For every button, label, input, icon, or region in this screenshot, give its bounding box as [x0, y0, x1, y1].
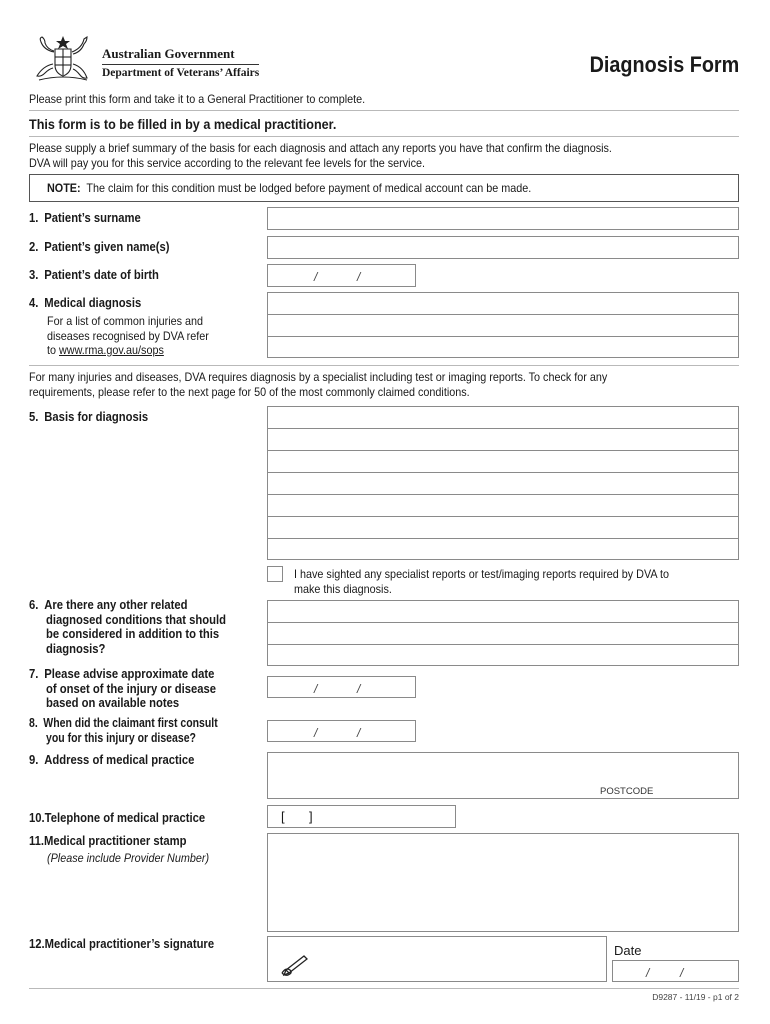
- area-code-open: [: [281, 809, 285, 824]
- q10-label: 10.Telephone of medical practice: [29, 811, 206, 825]
- postcode-label: POSTCODE: [600, 786, 654, 797]
- q9-label: 9. Address of medical practice: [29, 753, 195, 767]
- q4-help-text: For a list of common injuries and diseases recognised by DVA refer to www.rma.gov.au/sops: [47, 314, 209, 357]
- note-label: NOTE:: [47, 181, 81, 195]
- form-code: D9287 - 11/19 - p1 of 2: [652, 992, 739, 1002]
- date-separator: /: [357, 726, 361, 740]
- medical-diagnosis-field[interactable]: [267, 292, 739, 358]
- department-name: Department of Veterans’ Affairs: [102, 67, 260, 79]
- government-name: Australian Government: [102, 46, 235, 61]
- divider: [29, 110, 739, 111]
- q1-label: 1. Patient’s surname: [29, 211, 141, 225]
- onset-date-field[interactable]: [267, 676, 416, 698]
- practitioner-heading: This form is to be filled in by a medical practitioner.: [29, 116, 337, 132]
- practitioner-signature-field[interactable]: [267, 936, 607, 982]
- summary-instruction: Please supply a brief summary of the basis for each diagnosis and attach any reports you have that confirm the diagnosis. DVA will pay you for this service according to the relevant fee levels for the service.: [29, 141, 612, 170]
- basis-for-diagnosis-field[interactable]: [267, 406, 739, 560]
- form-title: Diagnosis Form: [589, 52, 739, 77]
- sighted-reports-checkbox[interactable]: [267, 566, 283, 582]
- q2-label: 2. Patient’s given name(s): [29, 240, 170, 254]
- patient-dob-field[interactable]: [267, 264, 416, 287]
- sops-link[interactable]: www.rma.gov.au/sops: [59, 343, 164, 357]
- date-label: Date: [614, 943, 642, 958]
- practice-address-field[interactable]: [267, 752, 739, 799]
- note-text: The claim for this condition must be lodged before payment of medical account can be made.: [86, 181, 532, 195]
- header-divider: [102, 64, 259, 65]
- related-conditions-field[interactable]: [267, 600, 739, 666]
- specialist-note: For many injuries and diseases, DVA requires diagnosis by a specialist including test or imaging reports. To check for any requirements, please refer to the next page for 50 of the most commonly claimed conditions.: [29, 370, 608, 399]
- date-separator: /: [314, 270, 318, 284]
- date-separator: /: [646, 966, 650, 980]
- q4-label: 4. Medical diagnosis: [29, 296, 142, 310]
- practitioner-stamp-area[interactable]: [267, 833, 739, 932]
- q11-label: 11.Medical practitioner stamp: [29, 834, 187, 848]
- date-separator: /: [314, 726, 318, 740]
- divider: [29, 136, 739, 137]
- q12-label: 12.Medical practitioner’s signature: [29, 937, 215, 951]
- q11-help-text: (Please include Provider Number): [47, 851, 210, 865]
- divider: [29, 365, 739, 366]
- note-box: [29, 174, 739, 202]
- footer-divider: [29, 988, 739, 989]
- q7-label: 7. Please advise approximate date of onset of the injury or disease based on available notes: [29, 667, 217, 710]
- date-separator: /: [357, 270, 361, 284]
- q5-label: 5. Basis for diagnosis: [29, 410, 149, 424]
- signature-pen-icon: [280, 953, 310, 977]
- practice-telephone-field[interactable]: [267, 805, 456, 828]
- area-code-close: ]: [309, 809, 313, 824]
- date-separator: /: [314, 682, 318, 696]
- patient-surname-field[interactable]: [267, 207, 739, 230]
- patient-given-names-field[interactable]: [267, 236, 739, 259]
- q6-label: 6. Are there any other related diagnosed conditions that should be considered in addition to this diagnosis?: [29, 598, 226, 656]
- print-instruction: Please print this form and take it to a General Practitioner to complete.: [29, 92, 366, 106]
- signature-date-field[interactable]: [612, 960, 739, 982]
- first-consult-date-field[interactable]: [267, 720, 416, 742]
- sighted-reports-text: I have sighted any specialist reports or test/imaging reports required by DVA to make this diagnosis.: [294, 567, 669, 596]
- date-separator: /: [680, 966, 684, 980]
- q8-label: 8. When did the claimant first consult you for this injury or disease?: [29, 716, 218, 745]
- date-separator: /: [357, 682, 361, 696]
- coat-of-arms-icon: [29, 34, 97, 86]
- q3-label: 3. Patient’s date of birth: [29, 268, 159, 282]
